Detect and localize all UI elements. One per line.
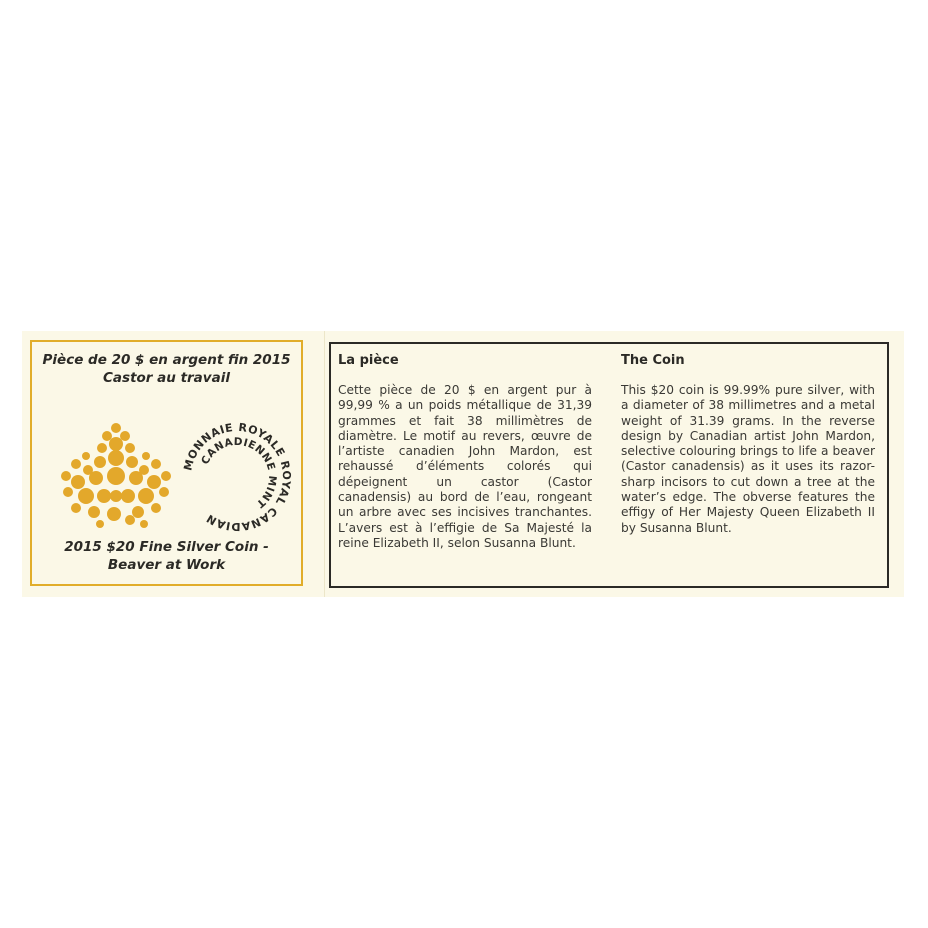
title-english <box>32 538 301 574</box>
certificate-card <box>22 331 904 597</box>
leaf-dot <box>108 450 124 466</box>
leaf-dot <box>78 488 94 504</box>
leaf-dot <box>126 456 138 468</box>
seal-canadian: CANADIAN <box>203 504 280 534</box>
leaf-dot <box>151 459 161 469</box>
leaf-dot <box>111 423 121 433</box>
seal-royale: ROYALE <box>237 420 288 460</box>
fold-line <box>324 331 325 597</box>
leaf-dot <box>147 475 161 489</box>
english-body: This $20 coin is 99.99% pure silver, with a diameter of 38 millimetres and a metal weight of 31.39 grams. In the reverse design by Canadian artist John Mardon, selective colouring brings to life a beaver (Castor canadensis) as it uses its razor-sharp incisors to cut down a tree at the water’s edge. The obverse features the effigy of Her Majesty Queen Elizabeth II by Susanna Blunt. <box>621 383 875 535</box>
leaf-dot <box>71 503 81 513</box>
title-english-line2: Beaver at Work <box>107 557 226 573</box>
leaf-dot <box>110 490 122 502</box>
leaf-dot <box>102 431 112 441</box>
leaf-dot <box>109 437 123 451</box>
english-heading: The Coin <box>621 353 685 368</box>
leaf-dot <box>151 503 161 513</box>
leaf-dot <box>107 507 121 521</box>
svg-text:CANADIENNE <box>199 436 278 510</box>
title-french <box>32 351 301 387</box>
leaf-dot <box>107 467 125 485</box>
leaf-dot <box>71 459 81 469</box>
seal-royal: ROYAL <box>272 459 294 508</box>
leaf-dot <box>88 506 100 518</box>
leaf-dot <box>94 456 106 468</box>
title-english-line1: 2015 $20 Fine Silver Coin - <box>64 539 269 555</box>
leaf-dot <box>129 471 143 485</box>
leaf-dot <box>63 487 73 497</box>
leaf-dot <box>142 452 150 460</box>
seal-mint: MINT <box>253 474 279 511</box>
leaf-dot <box>97 443 107 453</box>
leaf-dot <box>161 471 171 481</box>
leaf-dot <box>89 471 103 485</box>
leaf-dot <box>71 475 85 489</box>
leaf-dot <box>120 431 130 441</box>
leaf-dot <box>140 520 148 528</box>
title-french-line1: Pièce de 20 $ en argent fin 2015 <box>42 352 291 368</box>
leaf-dot <box>138 488 154 504</box>
leaf-dot <box>125 443 135 453</box>
english-column <box>621 352 875 536</box>
leaf-dot <box>159 487 169 497</box>
leaf-dot <box>125 515 135 525</box>
title-french-line2: Castor au travail <box>103 370 230 386</box>
description-panel <box>329 342 889 588</box>
leaf-dot <box>121 489 135 503</box>
leaf-dot <box>61 471 71 481</box>
leaf-dot <box>82 452 90 460</box>
leaf-dot <box>96 520 104 528</box>
french-body: Cette pièce de 20 $ en argent pur à 99,99 % a un poids métallique de 31,39 grammes et fait 38 millimètres de diamètre. Le motif au revers, œuvre de l’artiste canadien John Mardon, est rehaussé d’éléments colorés qui dépeignent un castor (Castor canadensis) au bord de l’eau, rongeant un arbre avec ses incisives tranchantes. L’avers est à l’effigie de Sa Majesté la reine Elizabeth II, selon Susanna Blunt. <box>338 383 592 550</box>
seal-monnaie: MONNAIE <box>181 421 235 472</box>
royal-canadian-mint-seal <box>178 418 296 536</box>
french-column <box>338 352 592 551</box>
title-panel <box>30 340 303 586</box>
leaf-dot <box>97 489 111 503</box>
seal-canadienne: CANADIENNE <box>199 435 278 472</box>
maple-leaf-dots-icon <box>56 420 176 530</box>
leaf-dot <box>132 506 144 518</box>
french-heading: La pièce <box>338 353 399 368</box>
